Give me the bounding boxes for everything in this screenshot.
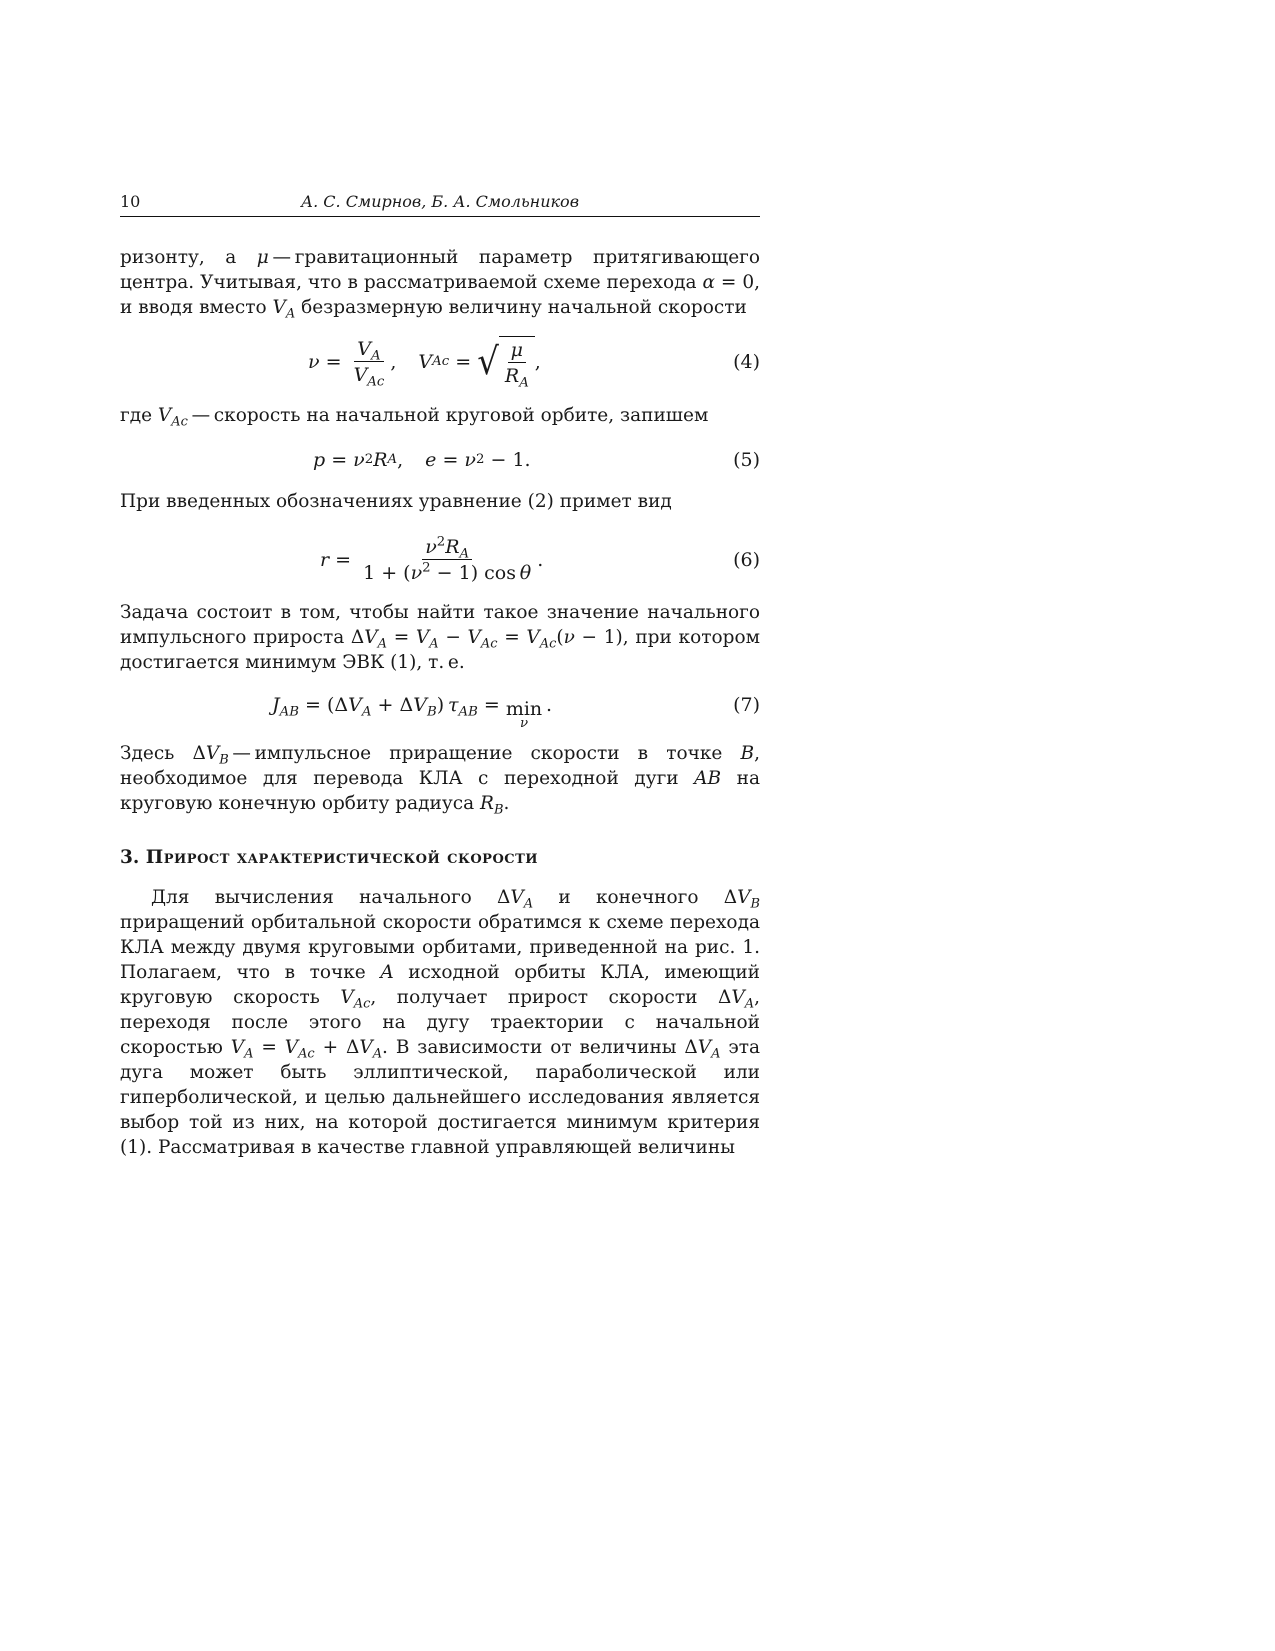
equation-number-5: (5) [733,449,760,471]
paragraph-6: Для вычисления начального $\Delta V_A$ и конечного $\Delta V_B$ приращений орбитальной скорости обратимся к схеме перехода КЛА между двумя круговыми орбитами, приведенной на рис. 1. Полагаем, что в точке A исходной орбиты КЛА, имеющий круговую скорость $V_{Ac}$, получает прирост скорости $\Delta V_A$, переходя после этого на дугу траектории с начальной скоростью $V_A = V_{Ac} + \Delta V_A$. В зависимости от величины $\Delta V_A$ эта дуга может быть эллиптической, параболической или гиперболической, и целью дальнейшего исследования является выбор той из них, на которой достигается минимум критерия (1). Рассматривая в качестве главной управляющей величины [120,887,761,1158]
paragraph-5: Здесь $\Delta V_B$ — импульсное приращение скорости в точке B, необходимое для перевода КЛА с переходной дуги AB на круговую конечную орбиту радиуса $R_B$. [120,743,760,818]
section-heading [120,847,538,868]
equation-5: p = ν 2 R A , e = ν 2 − 1. (5) [120,430,760,490]
running-head-authors: А. С. Смирнов, Б. А. Смольников [300,192,579,211]
paragraph-1: ризонту, а μ — гравитационный параметр притягивающего центра. Учитывая, что в рассматриваемой схеме перехода α = 0, и вводя вместо $V_A$ безразмерную величину начальной скорости [120,247,760,322]
running-head [120,190,760,217]
section-number: 3. [120,847,140,868]
equation-number-7: (7) [733,694,760,716]
equation-7: $J_{AB} = (\Delta V_A + \Delta V_B) \tau_{AB}$ = min ν . (7) [120,675,760,735]
paragraph-3: При введенных обозначениях уравнение (2) примет вид [120,491,672,512]
paragraph-4: Задача состоит в том, чтобы найти такое значение начального импульсного прироста $\Delta V_A = V_A - V_{Ac} = V_{Ac}(\nu - 1)$, при котором достигается минимум ЭВК (1), т. е. [120,602,760,673]
equation-6: r = $\frac{\nu^2R_A}{1 + (\nu^2 - 1) \cos \theta}$ . (6) [120,530,760,590]
equation-4: ν = $\frac{V_A}{V_{Ac}}$ , V Ac = √ $\frac{\mu}{R_A}$ , (4) [120,332,760,392]
equation-number-4: (4) [733,351,760,373]
equation-number-6: (6) [733,549,760,571]
page-number: 10 [120,192,141,211]
paragraph-2: где $V_{Ac}$ — скорость на начальной круговой орбите, запишем [120,405,709,430]
section-title: Прирост характеристической скорости [145,847,539,868]
